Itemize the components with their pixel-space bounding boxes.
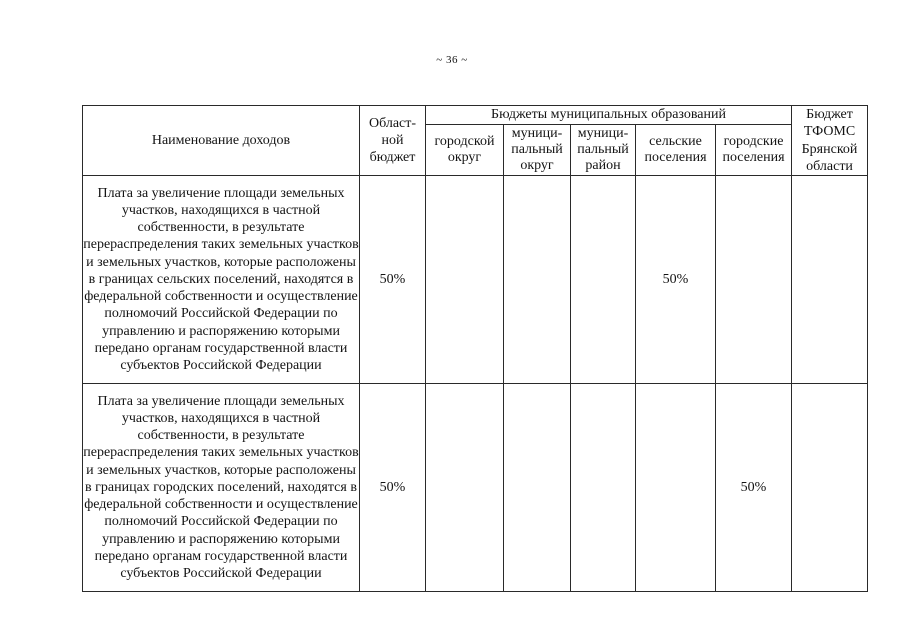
table-row xyxy=(83,384,868,592)
city-district-share-cell xyxy=(426,384,504,592)
header-municipal-area: муници-пальный район xyxy=(571,125,636,176)
regional-share-cell: 50% xyxy=(360,384,426,592)
revenue-distribution-table xyxy=(82,105,868,592)
revenue-name-cell: Плата за увеличение площади земельных участков, находящихся в частной собственности, в результате перераспределения таких земельных участков и земельных участков, которые расположены в границах городских поселений, находятся в федеральной собственности и осуществление полномочий Российской Федерации по управлению и распоряжению которыми передано органам государственной власти субъектов Российской Федерации xyxy=(83,384,360,592)
revenue-name-cell: Плата за увеличение площади земельных участков, находящихся в частной собственности, в результате перераспределения таких земельных участков и земельных участков, которые расположены в границах сельских поселений, находятся в федеральной собственности и осуществление полномочий Российской Федерации по управлению и распоряжению которыми передано органам государственной власти субъектов Российской Федерации xyxy=(83,176,360,384)
urban-settlements-share-cell: 50% xyxy=(716,384,792,592)
header-tfoms-budget: Бюджет ТФОМС Брянской области xyxy=(792,106,868,176)
municipal-area-share-cell xyxy=(571,384,636,592)
header-rural-settlements: сельские поселения xyxy=(636,125,716,176)
city-district-share-cell xyxy=(426,176,504,384)
header-urban-settlements: городские поселения xyxy=(716,125,792,176)
municipal-area-share-cell xyxy=(571,176,636,384)
header-municipal-budgets: Бюджеты муниципальных образований xyxy=(426,106,792,125)
header-regional-budget: Област-ной бюджет xyxy=(360,106,426,176)
rural-settlements-share-cell xyxy=(636,384,716,592)
rural-settlements-share-cell: 50% xyxy=(636,176,716,384)
tfoms-share-cell xyxy=(792,176,868,384)
header-city-district: городской округ xyxy=(426,125,504,176)
header-revenue-name: Наименование доходов xyxy=(83,106,360,176)
municipal-district-share-cell xyxy=(504,176,571,384)
header-municipal-district: муници-пальный округ xyxy=(504,125,571,176)
page-number: ~ 36 ~ xyxy=(436,54,468,66)
regional-share-cell: 50% xyxy=(360,176,426,384)
urban-settlements-share-cell xyxy=(716,176,792,384)
municipal-district-share-cell xyxy=(504,384,571,592)
tfoms-share-cell xyxy=(792,384,868,592)
table-row xyxy=(83,176,868,384)
